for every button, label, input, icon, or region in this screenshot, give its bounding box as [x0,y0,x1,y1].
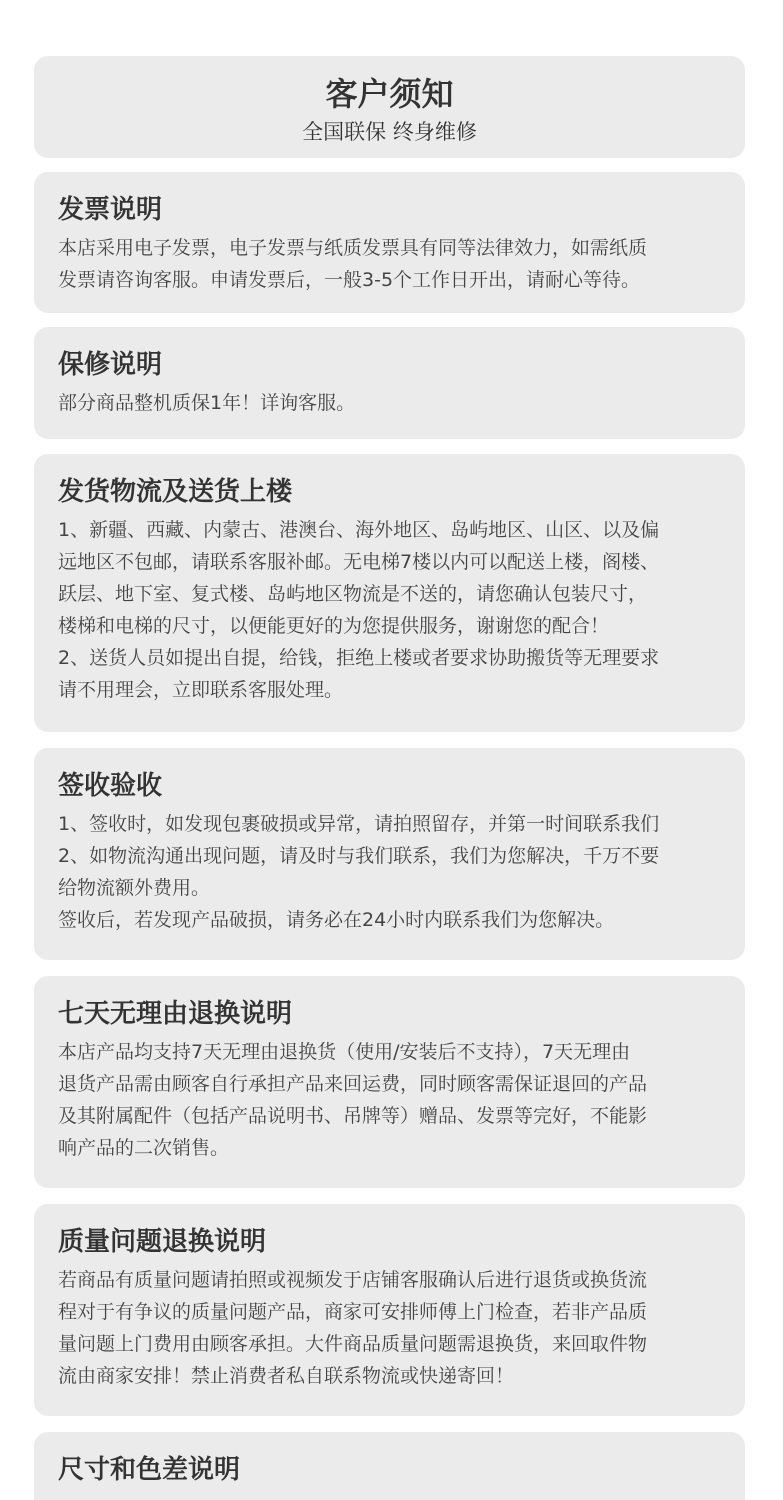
invoice-section [34,172,745,313]
header-card [34,56,745,158]
section-line: 本店采用电子发票，电子发票与纸质发票具有同等法律效力，如需纸质 [58,237,648,259]
section-line: 1、签收时，如发现包裹破损或异常，请拍照留存，并第一时间联系我们 [58,813,660,835]
section-line: 部分商品整机质保1年！详询客服。 [58,392,356,414]
section-line: 响产品的二次销售。 [58,1137,230,1159]
section-line: 发票请咨询客服。申请发票后，一般3-5个工作日开出，请耐心等待。 [58,269,641,291]
section-title: 七天无理由退换说明 [58,999,293,1029]
section-line: 2、如物流沟通出现问题，请及时与我们联系，我们为您解决，千万不要 [58,845,660,867]
seven-day-return-section [34,976,745,1188]
section-title: 质量问题退换说明 [58,1227,267,1257]
section-line: 及其附属配件（包括产品说明书、吊牌等）赠品、发票等完好，不能影 [58,1105,648,1127]
page-subtitle: 全国联保 终身维修 [302,120,477,144]
receipt-section [34,748,745,960]
section-title: 保修说明 [58,350,163,380]
section-line: 跃层、地下室、复式楼、岛屿地区物流是不送的，请您确认包装尺寸， [58,583,648,605]
section-title: 发票说明 [58,195,163,225]
section-line: 1、新疆、西藏、内蒙古、港澳台、海外地区、岛屿地区、山区、以及偏 [58,519,660,541]
section-line: 远地区不包邮，请联系客服补邮。无电梯7楼以内可以配送上楼，阁楼、 [58,551,660,573]
section-title: 发货物流及送货上楼 [58,477,293,507]
section-line: 退货产品需由顾客自行承担产品来回运费，同时顾客需保证退回的产品 [58,1073,648,1095]
size-color-section [34,1432,745,1500]
section-line: 量问题上门费用由顾客承担。大件商品质量问题需退换货，来回取件物 [58,1333,648,1355]
quality-return-section [34,1204,745,1416]
section-title: 签收验收 [58,771,163,801]
section-line: 签收后，若发现产品破损，请务必在24小时内联系我们为您解决。 [58,909,615,931]
section-title: 尺寸和色差说明 [58,1455,241,1485]
page-title: 客户须知 [325,75,454,113]
section-line: 给物流额外费用。 [58,877,211,899]
section-line: 若商品有质量问题请拍照或视频发于店铺客服确认后进行退货或换货流 [58,1269,648,1291]
warranty-section [34,327,745,439]
section-line: 本店产品均支持7天无理由退换货（使用/安装后不支持），7天无理由 [58,1041,631,1063]
section-line: 楼梯和电梯的尺寸，以便能更好的为您提供服务，谢谢您的配合！ [58,615,610,637]
section-line: 流由商家安排！禁止消费者私自联系物流或快递寄回！ [58,1365,515,1387]
section-line: 2、送货人员如提出自提，给钱，拒绝上楼或者要求协助搬货等无理要求 [58,647,660,669]
section-line: 程对于有争议的质量问题产品，商家可安排师傅上门检查，若非产品质 [58,1301,648,1323]
section-line: 请不用理会，立即联系客服处理。 [58,679,344,701]
shipping-section [34,454,745,732]
